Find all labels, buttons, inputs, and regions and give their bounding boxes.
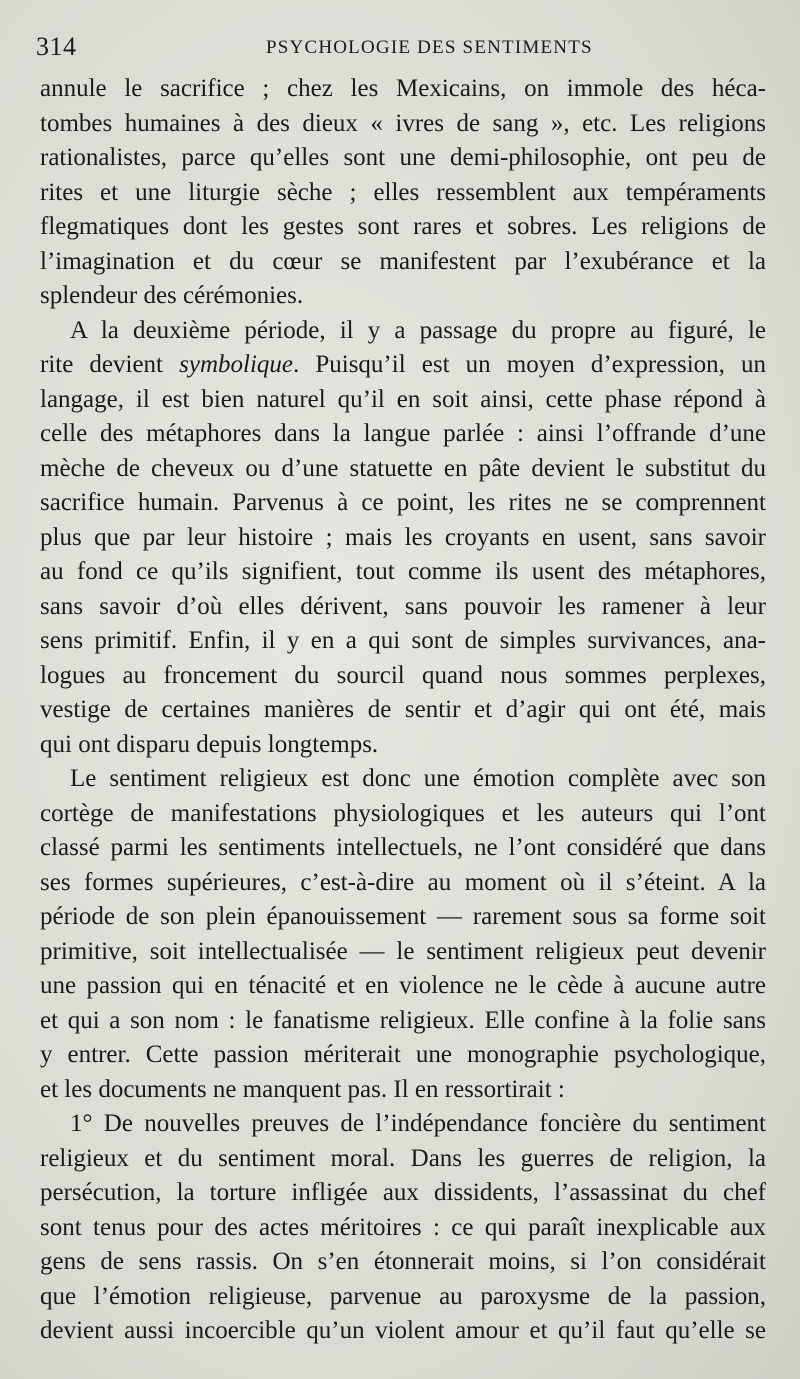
text-line: et qui a son nom : le fanatisme religieux. Elle confine à la folie sans — [40, 1006, 766, 1034]
text-line: gens de sens rassis. On s’en étonnerait moins, si l’on considérait — [40, 1248, 766, 1275]
body-text — [40, 72, 766, 1349]
text-line: logues au froncement du sourcil quand nous sommes perplexes, — [40, 661, 766, 689]
page-header — [36, 32, 764, 62]
text-fragment: . Puisqu’il est un moyen d’expression, un — [293, 351, 766, 378]
text-line: 1° De nouvelles preuves de l’indépendance foncière du sentiment — [70, 1110, 766, 1137]
text-line: tombes humaines à des dieux « ivres de sang », etc. Les religions — [40, 109, 766, 137]
text-line: mèche de cheveux ou d’une statuette en pâte devient le substitut du — [40, 454, 766, 482]
text-line: cortège de manifestations physiologiques et les auteurs qui l’ont — [40, 799, 766, 827]
text-line: persécution, la torture infligée aux dissidents, l’assassinat du chef — [40, 1179, 766, 1206]
text-line: au fond ce qu’ils signifient, tout comme ils usent des métaphores, — [40, 558, 766, 585]
text-line: rites et une liturgie sèche ; elles ressemblent aux tempéraments — [40, 178, 766, 206]
text-line: y entrer. Cette passion mériterait une monographie psychologique, — [40, 1041, 766, 1068]
text-line: A la deuxième période, il y a passage du propre au figuré, le — [70, 316, 766, 344]
text-line: que l’émotion religieuse, parvenue au paroxysme de la passion, — [40, 1282, 766, 1310]
text-line: devient aussi incoercible qu’un violent amour et qu’il faut qu’elle se — [40, 1317, 766, 1344]
page-number: 314 — [36, 32, 77, 61]
running-head: PSYCHOLOGIE DES SENTIMENTS — [266, 37, 593, 58]
text-line: l’imagination et du cœur se manifestent par l’exubérance et la — [40, 247, 766, 275]
text-line-with-italic — [40, 348, 766, 383]
text-line: sens primitif. Enfin, il y en a qui sont de simples survivances, ana- — [40, 627, 766, 654]
text-line: qui ont disparu depuis longtemps. — [40, 730, 379, 758]
text-line: une passion qui en ténacité et en violence ne le cède à aucune autre — [40, 972, 766, 999]
text-line: rationalistes, parce qu’elles sont une demi-philosophie, ont peu de — [40, 144, 766, 171]
text-line: plus que par leur histoire ; mais les croyants en usent, sans savoir — [40, 523, 766, 551]
text-line: classé parmi les sentiments intellectuels, ne l’ont considéré que dans — [40, 834, 766, 861]
text-line: Le sentiment religieux est donc une émotion complète avec son — [70, 765, 766, 792]
text-line: sans savoir d’où elles dérivent, sans pouvoir les ramener à leur — [40, 592, 766, 620]
text-line: splendeur des cérémonies. — [40, 282, 304, 309]
text-fragment: rite devient — [40, 351, 180, 378]
text-line: flegmatiques dont les gestes sont rares et sobres. Les religions de — [40, 213, 766, 240]
text-line: celle des métaphores dans la langue parlée : ainsi l’offrande d’une — [40, 420, 766, 447]
text-line: langage, il est bien naturel qu’il en soit ainsi, cette phase répond à — [40, 385, 766, 413]
text-line: ses formes supérieures, c’est-à-dire au moment où il s’éteint. A la — [40, 868, 766, 896]
text-line: primitive, soit intellectualisée — le sentiment religieux peut devenir — [40, 937, 766, 965]
text-line: annule le sacrifice ; chez les Mexicains, on immole des héca- — [40, 75, 766, 102]
text-line: religieux et du sentiment moral. Dans les guerres de religion, la — [40, 1144, 766, 1172]
italic-term: symbolique — [179, 351, 293, 378]
text-line: sacrifice humain. Parvenus à ce point, les rites ne se comprennent — [40, 489, 766, 516]
text-line: période de son plein épanouissement — rarement sous sa forme soit — [40, 903, 766, 930]
text-line: et les documents ne manquent pas. Il en ressortirait : — [40, 1075, 565, 1103]
text-line: sont tenus pour des actes méritoires : ce qui paraît inexplicable aux — [40, 1213, 766, 1241]
text-line: vestige de certaines manières de sentir et d’agir qui ont été, mais — [40, 696, 766, 723]
